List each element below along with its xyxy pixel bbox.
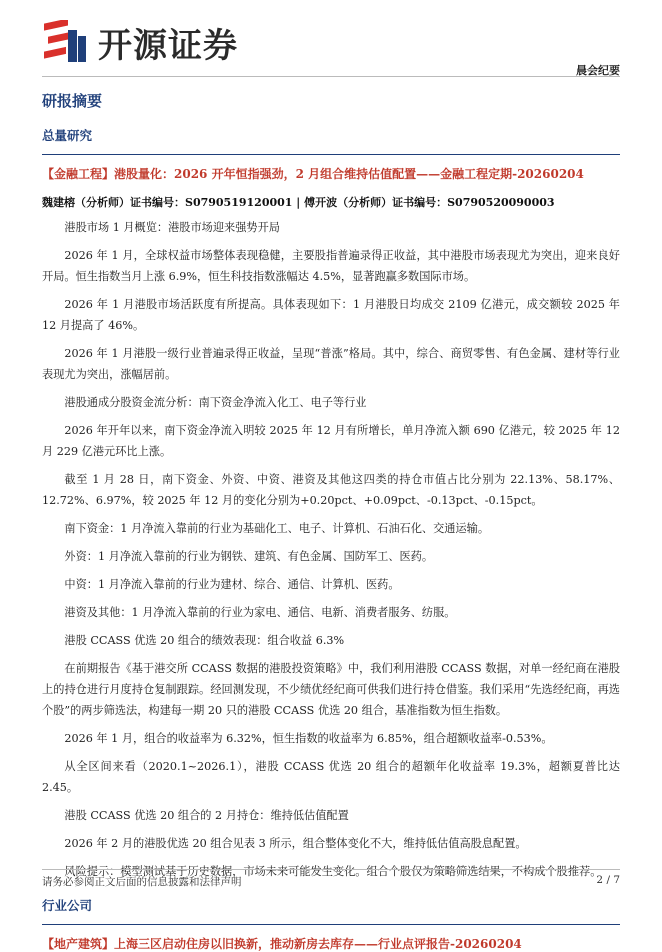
paragraph: 港股市场 1 月概览：港股市场迎来强势开局: [64, 221, 280, 234]
paragraph: 2026 年 2 月的港股优选 20 组合见表 3 所示，组合整体变化不大，维持低估值高股息配置。: [64, 837, 527, 850]
paragraph: 从全区间来看（2020.1~2026.1），港股 CCASS 优选 20 组合的超额年化收益率 19.3%，超额夏普比达 2.45。: [42, 760, 620, 794]
page-number: 2 / 7: [596, 874, 620, 886]
doc-type-label: 晨会纪要: [576, 64, 620, 77]
report-authors: 魏建榕（分析师）证书编号：S0790519120001 | 傅开波（分析师）证书编号：S0790520090003: [42, 196, 555, 209]
footer-disclaimer: 请务必参阅正文后面的信息披露和法律声明: [42, 876, 242, 888]
paragraph: 南下资金：1 月净流入靠前的行业为基础化工、电子、计算机、石油石化、交通运输。: [64, 522, 490, 535]
paragraph: 2026 年 1 月港股市场活跃度有所提高。具体表现如下：1 月港股日均成交 2109 亿港元，成交额较 2025 年 12 月提高了 46%。: [42, 298, 620, 332]
report-title[interactable]: 【金融工程】港股量化：2026 开年恒指强劲，2 月组合维持估值配置——金融工程定期-20260204: [42, 167, 584, 181]
paragraph: 在前期报告《基于港交所 CCASS 数据的港股投资策略》中，我们利用港股 CCASS 数据，对单一经纪商在港股上的持仓进行月度持仓复制跟踪。经回测发现，不少绩优经纪商可供我们进行持仓借鉴。我们采用“先选经纪商，再选个股”的两步筛选法，构建每一期 20 只的港股 CCASS 优选 20 组合，基准指数为恒生指数。: [42, 662, 620, 717]
footer-divider: [42, 869, 620, 870]
paragraph: 2026 年 1 月，全球权益市场整体表现稳健，主要股指普遍录得正收益，其中港股市场表现尤为突出，迎来良好开局。恒生指数当月上涨 6.9%，恒生科技指数涨幅达 4.5%，显著跑赢多数国际市场。: [42, 249, 620, 283]
paragraph: 2026 年 1 月港股一级行业普遍录得正收益，呈现“普涨”格局。其中，综合、商贸零售、有色金属、建材等行业表现尤为突出，涨幅居前。: [42, 347, 620, 381]
section-title: 研报摘要: [42, 92, 103, 110]
paragraph: 2026 年 1 月，组合的收益率为 6.32%，恒生指数的收益率为 6.85%，组合超额收益率-0.53%。: [64, 732, 553, 745]
section-divider: [42, 154, 620, 155]
paragraph: 截至 1 月 28 日，南下资金、外资、中资、港资及其他这四类的持仓市值占比分别为 22.13%、58.17%、12.72%、6.97%，较 2025 年 12 月的变化分别为+0.20pct、+0.09pct、-0.13pct、-0.15pct。: [42, 473, 620, 507]
paragraph: 港股 CCASS 优选 20 组合的绩效表现：组合收益 6.3%: [64, 634, 345, 647]
page-header: [42, 14, 620, 76]
paragraph: 港股通成分股资金流分析：南下资金净流入化工、电子等行业: [64, 396, 367, 409]
paragraph: 风险提示：模型测试基于历史数据，市场未来可能发生变化。组合个股仅为策略筛选结果，不构成个股推荐。: [64, 865, 602, 878]
paragraph: 港股 CCASS 优选 20 组合的 2 月持仓：维持低估值配置: [64, 809, 349, 822]
subsection-title: 总量研究: [42, 128, 93, 143]
report2-title[interactable]: 【地产建筑】上海三区启动住房以旧换新，推动新房去库存——行业点评报告-20260204: [42, 937, 522, 951]
paragraph: 2026 年开年以来，南下资金净流入明较 2025 年 12 月有所增长，单月净流入额 690 亿港元，较 2025 年 12 月 229 亿港元环比上涨。: [42, 424, 620, 458]
section-divider: [42, 924, 620, 925]
brand-name: 开源证券: [98, 26, 238, 66]
header-divider: [42, 76, 620, 77]
report-body: [42, 217, 620, 882]
paragraph: 港资及其他：1 月净流入靠前的行业为家电、通信、电新、消费者服务、纺服。: [64, 606, 456, 619]
main-content: [42, 86, 620, 952]
brand-logo: [42, 14, 302, 66]
kaiyuan-logo-icon: [42, 20, 88, 66]
paragraph: 外资：1 月净流入靠前的行业为钢铁、建筑、有色金属、国防军工、医药。: [64, 550, 434, 563]
paragraph: 中资：1 月净流入靠前的行业为建材、综合、通信、计算机、医药。: [64, 578, 400, 591]
subsection2-title: 行业公司: [42, 898, 93, 913]
